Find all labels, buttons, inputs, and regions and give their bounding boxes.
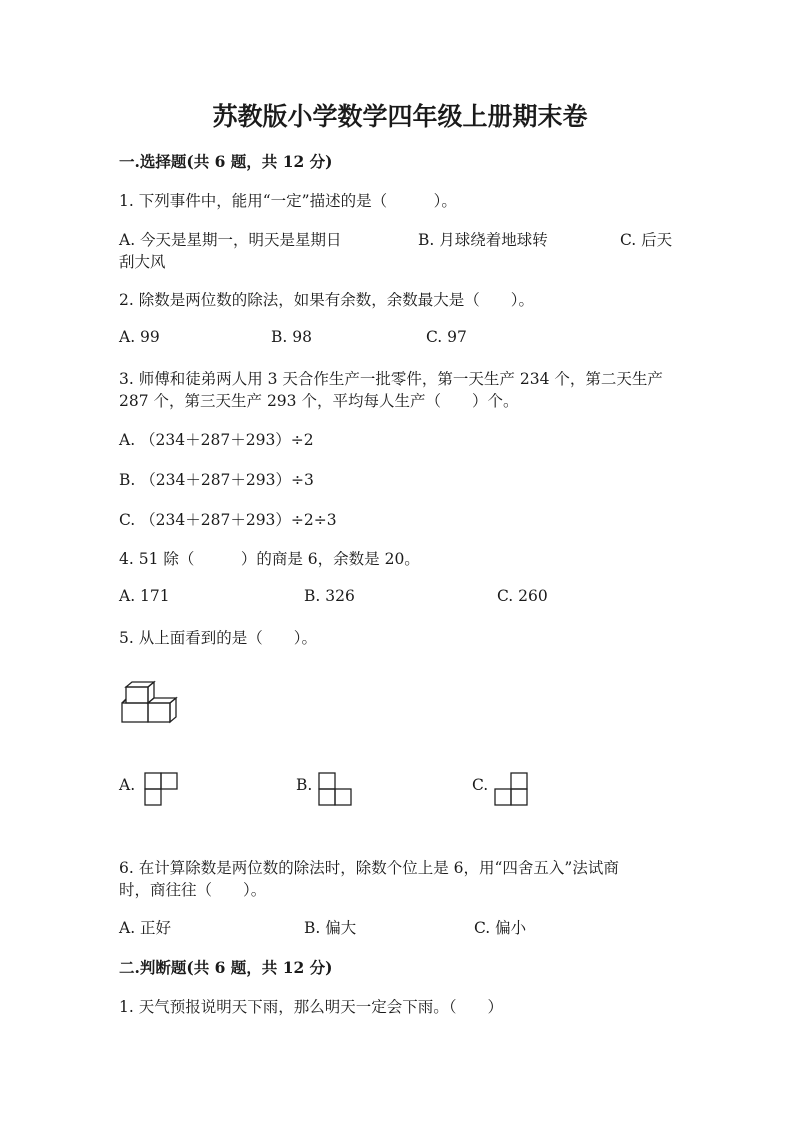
cubes-figure [118,680,182,726]
question-2-option-a: A. 99 [119,328,160,346]
question-5-option-a: A. [119,776,136,794]
question-5-stem: 5. 从上面看到的是（ ）。 [119,629,317,647]
question-1-option-c: C. 后天 [620,231,673,249]
page-title: 苏教版小学数学四年级上册期末卷 [212,102,588,131]
option-b-squares-icon [317,771,353,807]
question-6-stem-line2: 时，商往往（ ）。 [119,881,267,899]
question-6-option-b: B. 偏大 [304,919,357,937]
question-1-stem: 1. 下列事件中，能用“一定”描述的是（ ）。 [119,192,457,210]
question-4-stem: 4. 51 除（ ）的商是 6，余数是 20。 [119,550,420,568]
option-a-squares-icon [143,771,179,807]
question-5-option-c: C. [472,776,489,794]
section-heading-choice: 一.选择题(共 6 题，共 12 分) [119,152,333,171]
question-3-stem-line1: 3. 师傅和徒弟两人用 3 天合作生产一批零件，第一天生产 234 个，第二天生产 [119,370,663,388]
judgement-1-stem: 1. 天气预报说明天下雨，那么明天一定会下雨。（ ） [119,998,503,1016]
question-1-option-a: A. 今天是星期一，明天是星期日 [119,231,342,249]
question-6-stem-line1: 6. 在计算除数是两位数的除法时，除数个位上是 6，用“四舍五入”法试商 [119,859,619,877]
question-4-option-c: C. 260 [497,587,548,605]
question-3-option-a: A. （234＋287＋293）÷2 [119,431,314,449]
question-6-option-c: C. 偏小 [474,919,527,937]
question-6-option-a: A. 正好 [119,919,172,937]
question-4-option-b: B. 326 [304,587,355,605]
question-3-option-b: B. （234＋287＋293）÷3 [119,471,314,489]
question-1-option-c-continued: 刮大风 [119,253,166,271]
question-2-option-b: B. 98 [271,328,312,346]
question-2-stem: 2. 除数是两位数的除法，如果有余数，余数最大是（ ）。 [119,291,534,309]
question-1-option-b: B. 月球绕着地球转 [418,231,548,249]
question-3-option-c: C. （234＋287＋293）÷2÷3 [119,511,337,529]
question-5-option-b: B. [296,776,313,794]
question-4-option-a: A. 171 [119,587,170,605]
section-heading-judgement: 二.判断题(共 6 题，共 12 分) [119,958,333,977]
question-2-option-c: C. 97 [426,328,467,346]
option-c-squares-icon [493,771,529,807]
question-3-stem-line2: 287 个，第三天生产 293 个，平均每人生产（ ）个。 [119,392,519,410]
